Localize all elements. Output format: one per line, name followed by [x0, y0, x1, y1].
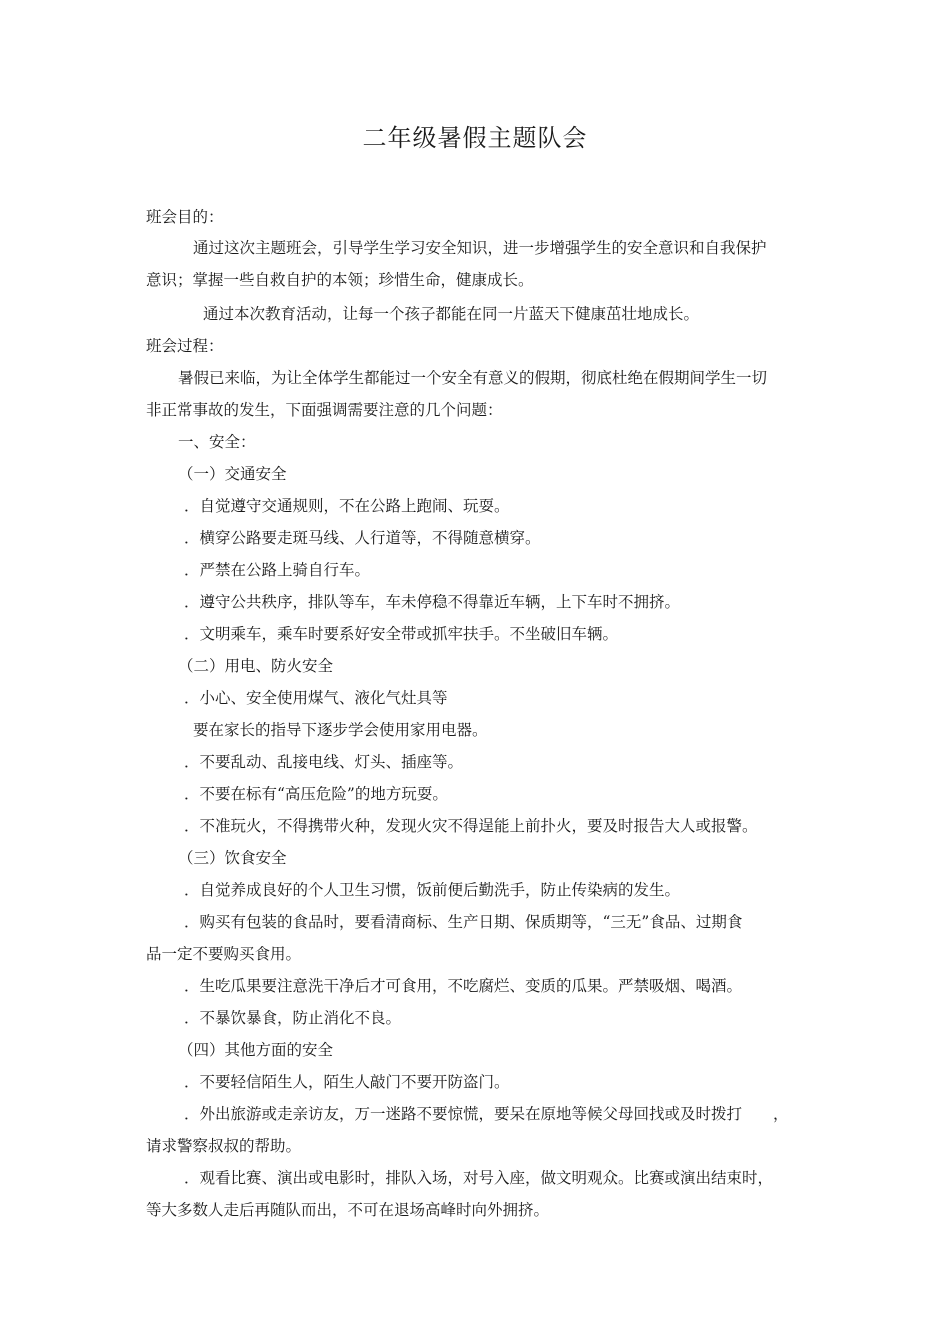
text-line: ．自觉养成良好的个人卫生习惯，饭前便后勤洗手，防止传染病的发生。	[184, 881, 681, 899]
text-line: 品一定不要购买食用。	[146, 945, 302, 963]
text-line: ．观看比赛、演出或电影时，排队入场，对号入座，做文明观众。比赛或演出结束时，	[184, 1169, 774, 1187]
text-line: 班会目的：	[146, 208, 224, 226]
text-line: （四）其他方面的安全	[178, 1041, 334, 1059]
text-line: ．遵守公共秩序，排队等车，车未停稳不得靠近车辆，上下车时不拥挤。	[184, 593, 681, 611]
text-line: （三）饮食安全	[178, 849, 287, 867]
text-line: 班会过程：	[146, 337, 224, 355]
text-line: ．不要轻信陌生人，陌生人敲门不要开防盗门。	[184, 1073, 510, 1091]
text-line: 请求警察叔叔的帮助。	[146, 1137, 302, 1155]
text-line: 一、安全：	[178, 433, 256, 451]
text-line: ．不暴饮暴食，防止消化不良。	[184, 1009, 402, 1027]
text-line: ．横穿公路要走斑马线、人行道等，不得随意横穿。	[184, 529, 541, 547]
text-line: ．不准玩火，不得携带火种，发现火灾不得逞能上前扑火，要及时报告大人或报警。	[184, 817, 758, 835]
document-title: 二年级暑假主题队会	[362, 124, 588, 152]
text-line: 意识；掌握一些自救自护的本领；珍惜生命，健康成长。	[146, 271, 534, 289]
text-line: ．生吃瓜果要注意洗干净后才可食用，不吃腐烂、变质的瓜果。严禁吸烟、喝酒。	[184, 977, 743, 995]
text-line: ．外出旅游或走亲访友，万一迷路不要惊慌，要呆在原地等候父母回找或及时拨打 ，	[184, 1105, 789, 1123]
text-line: 要在家长的指导下逐步学会使用家用电器。	[193, 721, 488, 739]
text-line: （二）用电、防火安全	[178, 657, 334, 675]
text-line: （一）交通安全	[178, 465, 287, 483]
text-line: 通过本次教育活动，让每一个孩子都能在同一片蓝天下健康茁壮地成长。	[203, 305, 700, 323]
text-line: ．文明乘车，乘车时要系好安全带或抓牢扶手。不坐破旧车辆。	[184, 625, 619, 643]
text-line: ．小心、安全使用煤气、液化气灶具等	[184, 689, 448, 707]
text-line: ．不要在标有“高压危险”的地方玩耍。	[184, 785, 448, 803]
text-line: ．购买有包装的食品时，要看清商标、生产日期、保质期等，“三无”食品、过期食	[184, 913, 743, 931]
text-line: ．严禁在公路上骑自行车。	[184, 561, 371, 579]
text-line: 等大多数人走后再随队而出，不可在退场高峰时向外拥挤。	[146, 1201, 550, 1219]
text-line: 暑假已来临，为让全体学生都能过一个安全有意义的假期，彻底杜绝在假期间学生一切	[178, 369, 768, 387]
text-line: ．自觉遵守交通规则，不在公路上跑闹、玩耍。	[184, 497, 510, 515]
text-line: 非正常事故的发生，下面强调需要注意的几个问题：	[146, 401, 503, 419]
text-line: ．不要乱动、乱接电线、灯头、插座等。	[184, 753, 464, 771]
text-line: 通过这次主题班会，引导学生学习安全知识，进一步增强学生的安全意识和自我保护	[193, 239, 767, 257]
